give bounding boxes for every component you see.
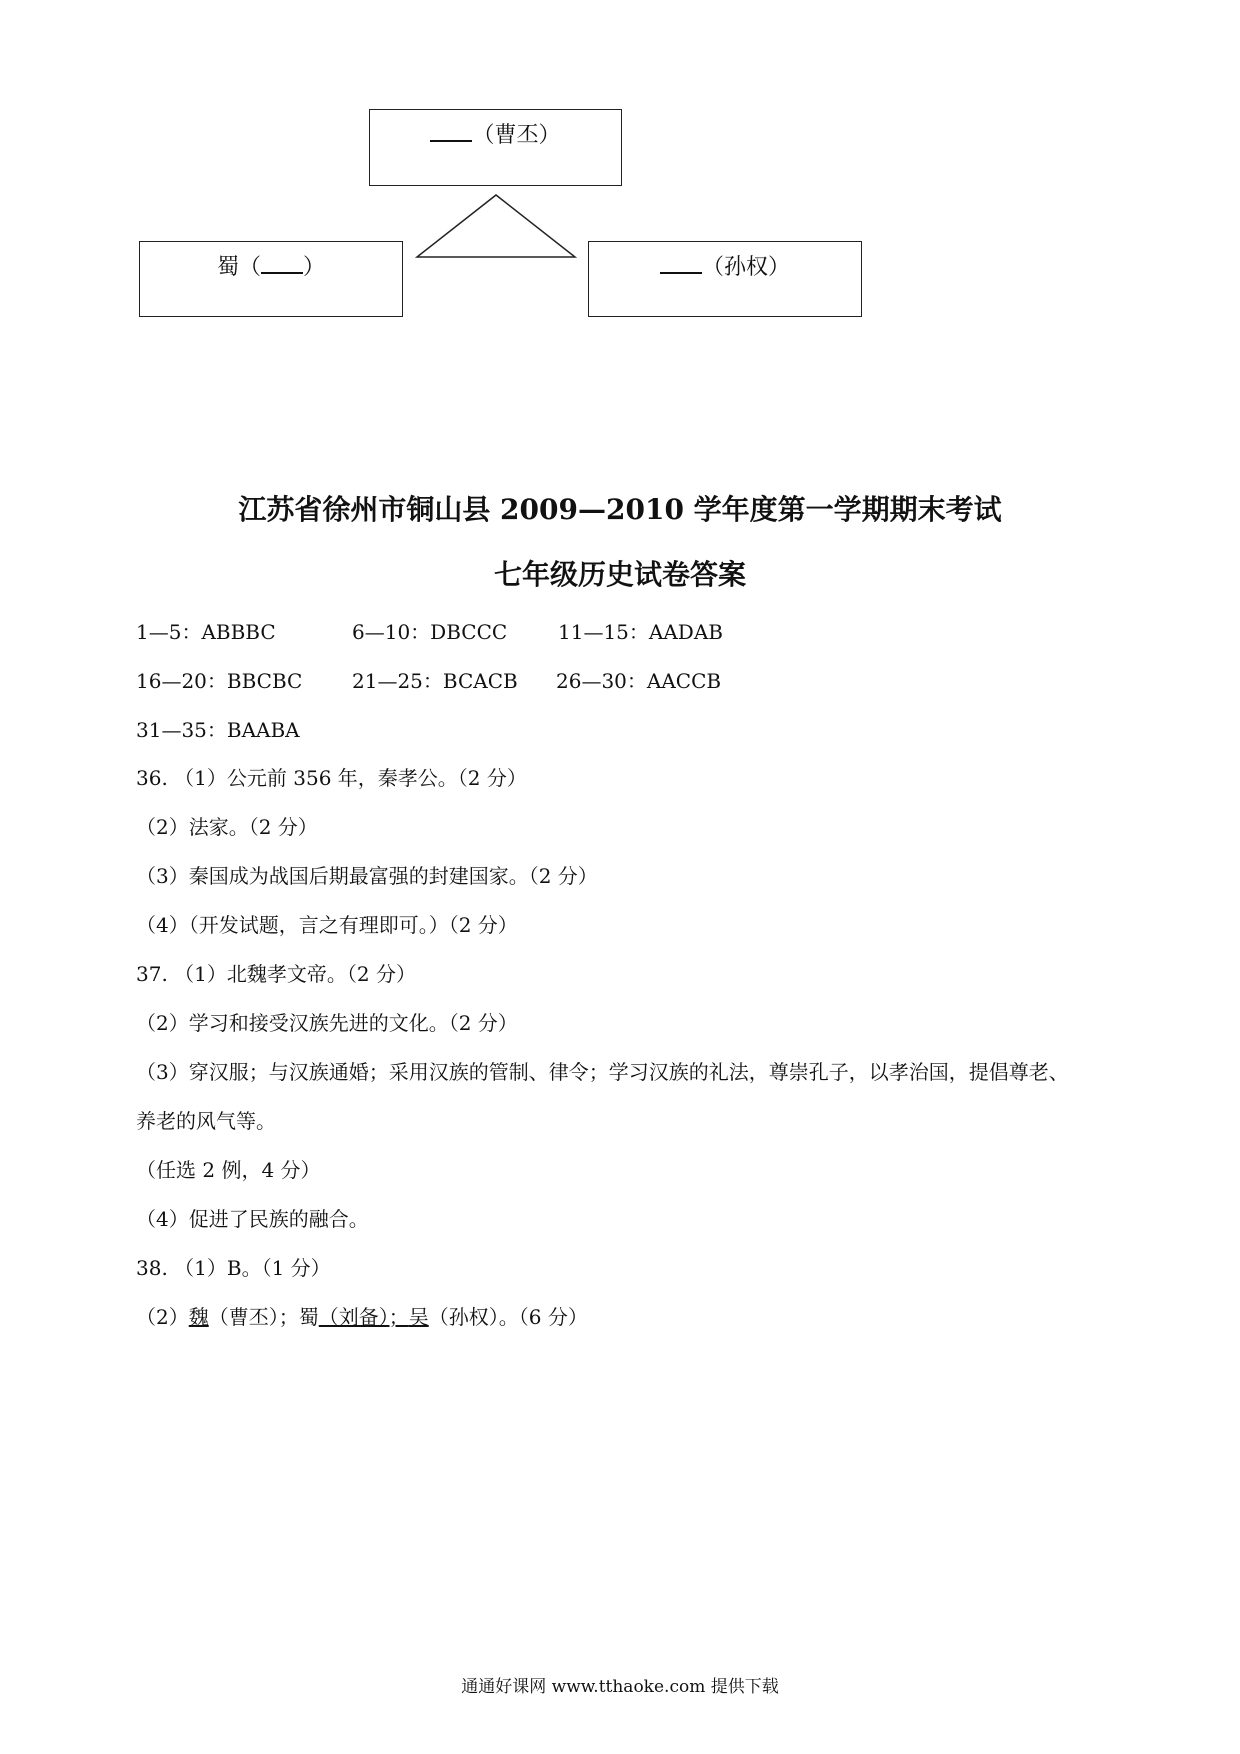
choice-answer: 26—30：AACCB <box>556 669 722 693</box>
choice-answer: 6—10：DBCCC <box>352 620 508 644</box>
shu-box <box>139 241 403 317</box>
answer-wei: 魏 <box>188 1305 209 1329</box>
answer-line: （2）学习和接受汉族先进的文化。（2 分） <box>136 1011 518 1035</box>
shu-box-suffix: ） <box>303 255 326 280</box>
answer-line: （4）（开发试题，言之有理即可。）（2 分） <box>136 913 518 937</box>
answer-line: （3）秦国成为战国后期最富强的封建国家。（2 分） <box>136 864 598 888</box>
wei-box-label: （曹丕） <box>472 123 561 148</box>
shu-box-label: 蜀（ <box>216 255 261 280</box>
answer-part: （曹丕）；蜀 <box>208 1305 319 1329</box>
wu-box-text <box>589 250 861 281</box>
wu-blank <box>660 254 702 274</box>
answer-wu: 吴 <box>408 1305 429 1329</box>
page-title: 江苏省徐州市铜山县 2009—2010 学年度第一学期期末考试 <box>238 493 1002 526</box>
answer-line: （4）促进了民族的融合。 <box>136 1207 369 1231</box>
choice-answer: 11—15：AADAB <box>558 620 723 644</box>
answer-line: （任选 2 例，4 分） <box>136 1158 321 1182</box>
choice-answer: 16—20：BBCBC <box>136 669 303 693</box>
choice-answer: 1—5：ABBBC <box>136 620 276 644</box>
page-footer: 通通好课网 www.tthaoke.com 提供下载 <box>461 1677 779 1697</box>
wu-box <box>588 241 862 317</box>
answer-line: （3）穿汉服；与汉族通婚；采用汉族的管制、律令；学习汉族的礼法，尊崇孔子，以孝治国，提倡尊老、 <box>136 1060 1069 1084</box>
answer-line: 38. （1）B。（1 分） <box>136 1256 331 1280</box>
wei-box-text <box>370 118 621 149</box>
answer-line: 36. （1）公元前 356 年，秦孝公。（2 分） <box>136 766 527 790</box>
answer-line: （2）法家。（2 分） <box>136 815 318 839</box>
answer-line-38-2 <box>136 1301 588 1330</box>
choice-answer: 21—25：BCACB <box>352 669 518 693</box>
triangle-icon <box>415 193 577 259</box>
page-subtitle: 七年级历史试卷答案 <box>493 558 746 591</box>
shu-blank <box>261 254 303 274</box>
wu-box-label: （孙权） <box>701 255 790 280</box>
answer-part: （2） <box>136 1305 189 1329</box>
choice-answer: 31—35：BAABA <box>136 718 300 742</box>
shu-box-text <box>140 250 402 281</box>
answer-line: 养老的风气等。 <box>136 1109 276 1133</box>
answer-line: 37. （1）北魏孝文帝。（2 分） <box>136 962 416 986</box>
wei-blank <box>430 122 472 142</box>
wei-box <box>369 109 622 186</box>
answer-part: （孙权）。（6 分） <box>428 1305 588 1329</box>
answer-shu: （刘备）； <box>318 1305 409 1329</box>
